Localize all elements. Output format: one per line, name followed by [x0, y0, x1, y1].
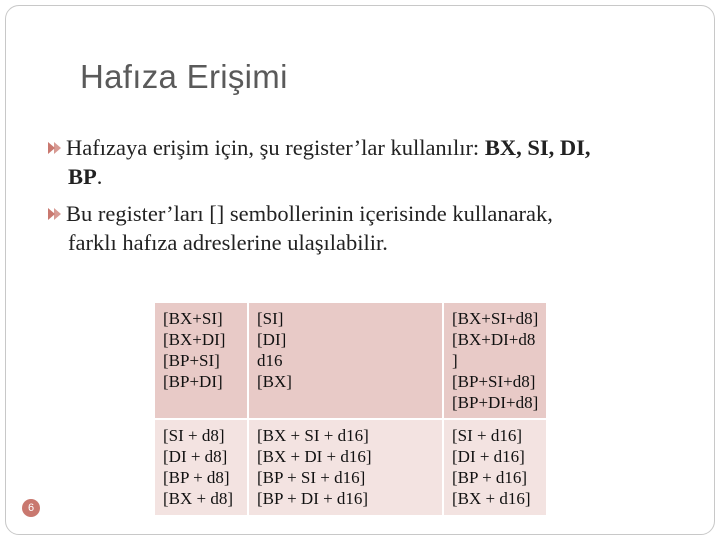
page-number-badge: 6 — [22, 499, 40, 517]
table-cell — [155, 303, 248, 419]
cell-line: [BP+DI+d8] — [452, 393, 539, 412]
bullet-item — [46, 133, 686, 191]
cell-line: [BX+SI] — [163, 309, 223, 328]
bullet-text: Hafızaya erişim için, şu register’lar kullanılır: — [66, 135, 485, 160]
cell-line: [DI] — [257, 330, 287, 349]
table-cell — [443, 419, 546, 515]
cell-line: [BX + DI + d16] — [257, 447, 372, 466]
cell-line: [BP+SI+d8] — [452, 372, 536, 391]
cell-line: ] — [452, 351, 458, 370]
bullet-arrow-icon — [46, 205, 64, 223]
table-row — [155, 303, 546, 419]
cell-line: [DI + d8] — [163, 447, 228, 466]
table-cell — [248, 419, 443, 515]
cell-line: [BP + d16] — [452, 468, 528, 487]
bullet-continuation — [66, 162, 686, 191]
bullet-text: . — [96, 164, 103, 189]
cell-line: [BP+SI] — [163, 351, 220, 370]
cell-line: [BX + d16] — [452, 489, 531, 508]
bullet-continuation: farklı hafıza adreslerine ulaşılabilir. — [68, 230, 388, 255]
bullet-text: Bu register’ları [] sembollerinin içerisinde kullanarak, — [66, 201, 553, 226]
cell-line: [BX + d8] — [163, 489, 234, 508]
cell-line: [SI + d16] — [452, 426, 523, 445]
bullet-item — [46, 199, 686, 257]
cell-line: [BX + SI + d16] — [257, 426, 369, 445]
cell-line: [BP + d8] — [163, 468, 230, 487]
cell-line: [BX+DI] — [163, 330, 226, 349]
cell-line: [BP + DI + d16] — [257, 489, 369, 508]
cell-line: [SI + d8] — [163, 426, 225, 445]
cell-line: [SI] — [257, 309, 284, 328]
table-cell — [155, 419, 248, 515]
addressing-modes-table — [155, 303, 546, 515]
cell-line: [BP + SI + d16] — [257, 468, 366, 487]
bullet-bold-text: BX, SI, DI, — [484, 135, 591, 160]
cell-line: [BP+DI] — [163, 372, 223, 391]
cell-line: [DI + d16] — [452, 447, 525, 466]
slide-title: Hafıza Erişimi — [80, 58, 288, 95]
cell-line: d16 — [257, 351, 283, 370]
bullet-bold-text: BP — [68, 164, 97, 189]
bullet-list — [46, 133, 686, 265]
cell-line: [BX+SI+d8] — [452, 309, 539, 328]
table-cell — [248, 303, 443, 419]
cell-line: [BX] — [257, 372, 292, 391]
cell-line: [BX+DI+d8 — [452, 330, 536, 349]
table-row — [155, 419, 546, 515]
bullet-arrow-icon — [46, 139, 64, 157]
table-cell — [443, 303, 546, 419]
